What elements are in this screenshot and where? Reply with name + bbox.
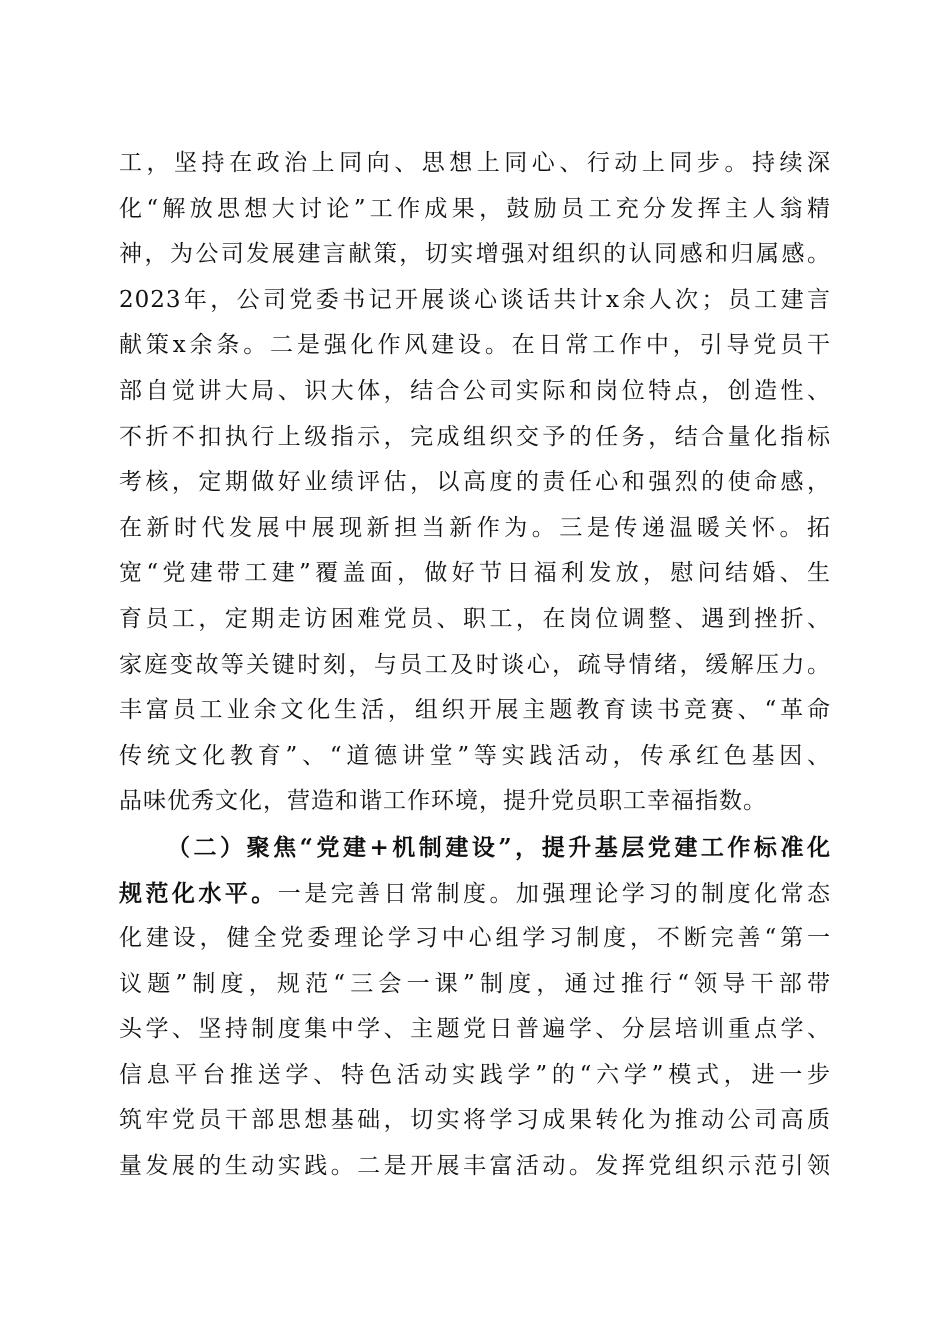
text-line: 考核，定期做好业绩评估，以高度的责任心和强烈的使命感， [119, 469, 831, 496]
section-heading-end: 规范化水平。 [119, 879, 278, 907]
text-line: 2023年，公司党委书记开展谈心谈话共计x余人次；员工建言 [119, 286, 831, 313]
text-line: 工，坚持在政治上同向、思想上同心、行动上同步。持续深 [119, 150, 831, 176]
body-text [119, 141, 831, 1190]
text-line: 丰富员工业余文化生活，组织开展主题教育读书竞赛、“革命 [119, 697, 831, 724]
text-line: 宽“党建带工建”覆盖面，做好节日福利发放，慰问结婚、生 [119, 560, 831, 587]
text-line: 头学、坚持制度集中学、主题党日普遍学、分层培训重点学、 [119, 1016, 831, 1043]
text-line [119, 871, 831, 917]
text-line: 议题”制度，规范“三会一课”制度，通过推行“领导干部带 [119, 970, 831, 997]
text-line: 神，为公司发展建言献策，切实增强对组织的认同感和归属感。 [119, 241, 831, 268]
paragraph-1 [119, 141, 831, 825]
text-line: 在新时代发展中展现新担当新作为。三是传递温暖关怀。拓 [119, 514, 831, 541]
text-line: 量发展的生动实践。二是开展丰富活动。发挥党组织示范引领 [119, 1153, 831, 1180]
text-line: 筑牢党员干部思想基础，切实将学习成果转化为推动公司高质 [119, 1107, 831, 1134]
text-segment: 一是完善日常制度。加强理论学习的制度化常态 [277, 880, 832, 907]
text-line: 不折不扣执行上级指示，完成组织交予的任务，结合量化指标 [119, 423, 831, 450]
text-line: 献策x余条。二是强化作风建设。在日常工作中，引导党员干 [119, 332, 831, 359]
section-heading: （二）聚焦“党建+机制建设”，提升基层党建工作标准化 [167, 833, 831, 861]
text-line: 化建设，健全党委理论学习中心组学习制度，不断完善“第一 [119, 925, 831, 952]
text-line: 家庭变故等关键时刻，与员工及时谈心，疏导情绪，缓解压力。 [119, 651, 831, 678]
text-line: 化“解放思想大讨论”工作成果，鼓励员工充分发挥主人翁精 [119, 195, 831, 222]
text-line: 信息平台推送学、特色活动实践学”的“六学”模式，进一步 [119, 1061, 831, 1088]
paragraph-2 [119, 825, 831, 1190]
text-line: 育员工，定期走访困难党员、职工，在岗位调整、遇到挫折、 [119, 605, 831, 632]
text-line: 部自觉讲大局、识大体，结合公司实际和岗位特点，创造性、 [119, 377, 831, 404]
text-line: 传统文化教育”、“道德讲堂”等实践活动，传承红色基因、 [119, 742, 831, 769]
text-line: 品味优秀文化，营造和谐工作环境，提升党员职工幸福指数。 [119, 788, 767, 815]
